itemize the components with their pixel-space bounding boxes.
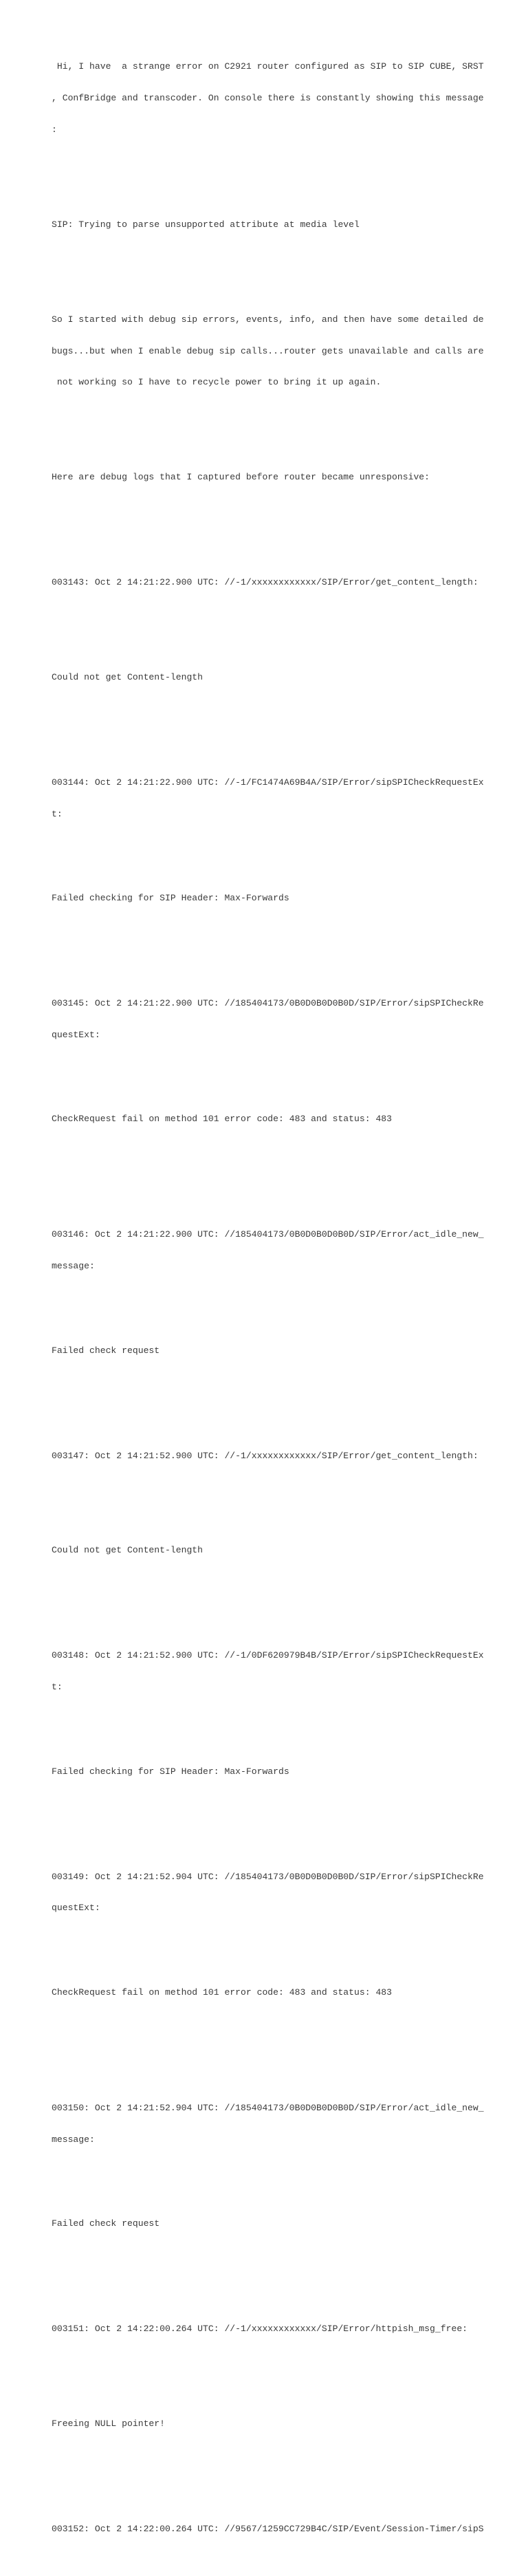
log-header-line: 003146: Oct 2 14:21:22.900 UTC: //185404173/0B0D0B0D0B0D/SIP/Error/act_idle_new_ bbox=[52, 1229, 484, 1240]
log-entry-header bbox=[52, 1630, 505, 1713]
log-header-line: 003149: Oct 2 14:21:52.904 UTC: //185404173/0B0D0B0D0B0D/SIP/Error/sipSPICheckRe bbox=[52, 1871, 484, 1882]
document-body bbox=[52, 9, 505, 2576]
debug-line: not working so I have to recycle power to bring it up again. bbox=[52, 377, 382, 388]
debug-line: bugs...but when I enable debug sip calls...router gets unavailable and calls are bbox=[52, 345, 484, 356]
log-entry-header bbox=[52, 2081, 505, 2165]
log-entry-header bbox=[52, 556, 505, 608]
log-entry-message: Could not get Content-length bbox=[52, 1545, 204, 1556]
log-entry-message: Could not get Content-length bbox=[52, 671, 204, 682]
log-entry-header bbox=[52, 1850, 505, 1934]
log-header-line: 003144: Oct 2 14:21:22.900 UTC: //-1/FC1474A69B4A/SIP/Error/sipSPICheckRequestEx bbox=[52, 777, 484, 788]
log-entry-header bbox=[52, 2502, 505, 2555]
log-entry-message: Freeing NULL pointer! bbox=[52, 2418, 166, 2429]
log-header-line: 003151: Oct 2 14:22:00.264 UTC: //-1/xxxxxxxxxxxx/SIP/Error/httpish_msg_free: bbox=[52, 2324, 468, 2335]
log-entry-message: Failed checking for SIP Header: Max-Forwards bbox=[52, 892, 289, 903]
log-header-line: 003145: Oct 2 14:21:22.900 UTC: //185404173/0B0D0B0D0B0D/SIP/Error/sipSPICheckRe bbox=[52, 997, 484, 1008]
log-header-line: t: bbox=[52, 808, 63, 819]
log-header-line: 003150: Oct 2 14:21:52.904 UTC: //185404173/0B0D0B0D0B0D/SIP/Error/act_idle_new_ bbox=[52, 2103, 484, 2114]
log-entry-header bbox=[52, 1209, 505, 1292]
debug-line: So I started with debug sip errors, events, info, and then have some detailed de bbox=[52, 314, 484, 325]
log-entry-message: CheckRequest fail on method 101 error code: 483 and status: 483 bbox=[52, 1987, 393, 1998]
log-entry-header bbox=[52, 2303, 505, 2355]
log-header-line: t: bbox=[52, 1682, 63, 1693]
log-header-line: questExt: bbox=[52, 1029, 100, 1040]
console-message: SIP: Trying to parse unsupported attribute at media level bbox=[52, 219, 360, 230]
log-header-line: message: bbox=[52, 2134, 95, 2145]
intro-line: , ConfBridge and transcoder. On console there is constantly showing this message bbox=[52, 93, 484, 104]
intro-line: : bbox=[52, 125, 57, 136]
log-header-line: 003148: Oct 2 14:21:52.900 UTC: //-1/0DF620979B4B/SIP/Error/sipSPICheckRequestEx bbox=[52, 1650, 484, 1661]
log-entry-header bbox=[52, 1429, 505, 1482]
log-entry-message: Failed check request bbox=[52, 2218, 160, 2229]
debug-paragraph bbox=[52, 293, 505, 409]
log-header-line: 003152: Oct 2 14:22:00.264 UTC: //9567/1259CC729B4C/SIP/Event/Session-Timer/sipS bbox=[52, 2523, 484, 2534]
log-entry-header bbox=[52, 977, 505, 1061]
log-header-line: questExt: bbox=[52, 1903, 100, 1914]
log-header-line: 003147: Oct 2 14:21:52.900 UTC: //-1/xxxxxxxxxxxx/SIP/Error/get_content_length: bbox=[52, 1450, 478, 1461]
log-entry-header bbox=[52, 756, 505, 840]
log-entry-message: CheckRequest fail on method 101 error code: 483 and status: 483 bbox=[52, 1114, 393, 1125]
log-header-line: message: bbox=[52, 1261, 95, 1272]
log-entry-message: Failed checking for SIP Header: Max-Forwards bbox=[52, 1766, 289, 1777]
log-entry-message: Failed check request bbox=[52, 1345, 160, 1356]
log-header-line: 003143: Oct 2 14:21:22.900 UTC: //-1/xxxxxxxxxxxx/SIP/Error/get_content_length: bbox=[52, 577, 478, 588]
intro-paragraph bbox=[52, 41, 505, 156]
logs-intro: Here are debug logs that I captured before router became unresponsive: bbox=[52, 472, 430, 483]
intro-line: Hi, I have a strange error on C2921 router configured as SIP to SIP CUBE, SRST bbox=[52, 61, 484, 72]
